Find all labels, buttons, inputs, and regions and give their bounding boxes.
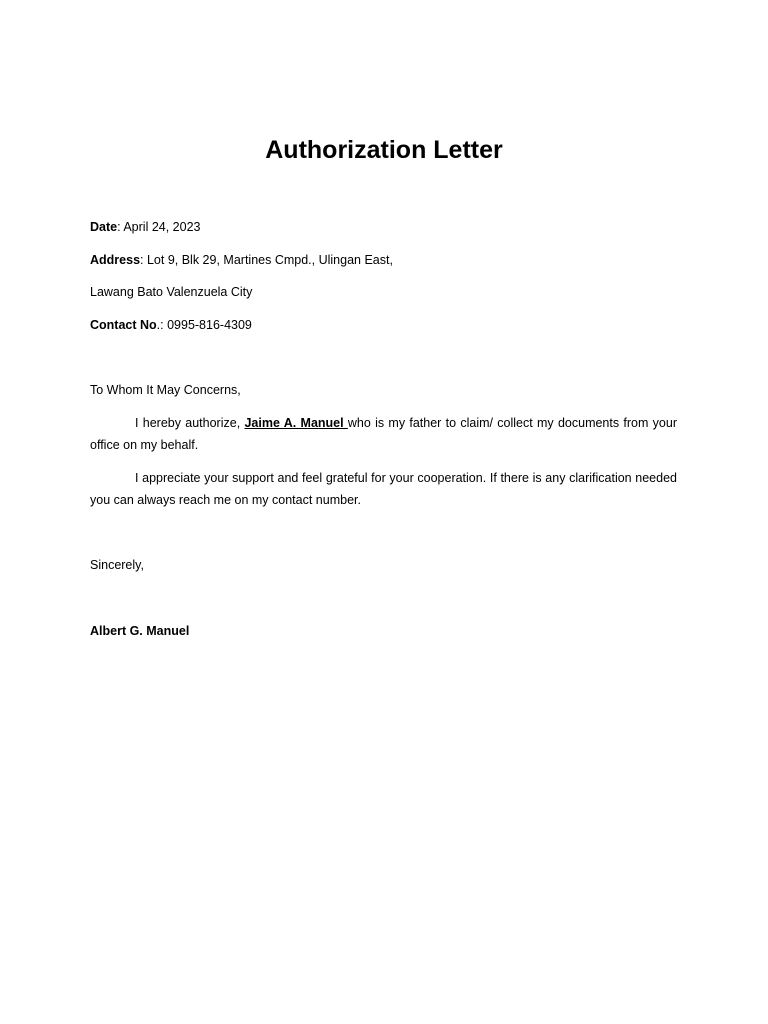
paragraph-appreciation <box>90 467 677 511</box>
signature-name: Albert G. Manuel <box>90 624 190 638</box>
contact-label: Contact No <box>90 318 157 332</box>
date-line <box>90 216 678 238</box>
address-label: Address <box>90 253 141 267</box>
paragraph2-text: I appreciate your support and feel grateful for your cooperation. If there is any clarification needed you can always reach me on my contact number. <box>90 471 677 507</box>
authorized-person-name: Jaime A. Manuel <box>244 416 348 430</box>
address-value: : Lot 9, Blk 29, Martines Cmpd., Ulingan East, <box>140 253 393 267</box>
contact-value: .: 0995-816-4309 <box>156 318 252 332</box>
paragraph1-after: who is my father to claim/ collect my documents from your office on my behalf. <box>90 416 677 452</box>
salutation: To Whom It May Concerns, <box>90 383 241 397</box>
date-value: : April 24, 2023 <box>117 220 201 234</box>
paragraph1-before: I hereby authorize, <box>135 416 245 430</box>
address-line <box>90 249 678 271</box>
contact-line <box>90 314 678 336</box>
date-label: Date <box>90 220 118 234</box>
letter-title: Authorization Letter <box>265 136 503 164</box>
paragraph-authorization <box>90 412 677 456</box>
closing: Sincerely, <box>90 558 144 572</box>
address-line-2: Lawang Bato Valenzuela City <box>90 285 253 299</box>
